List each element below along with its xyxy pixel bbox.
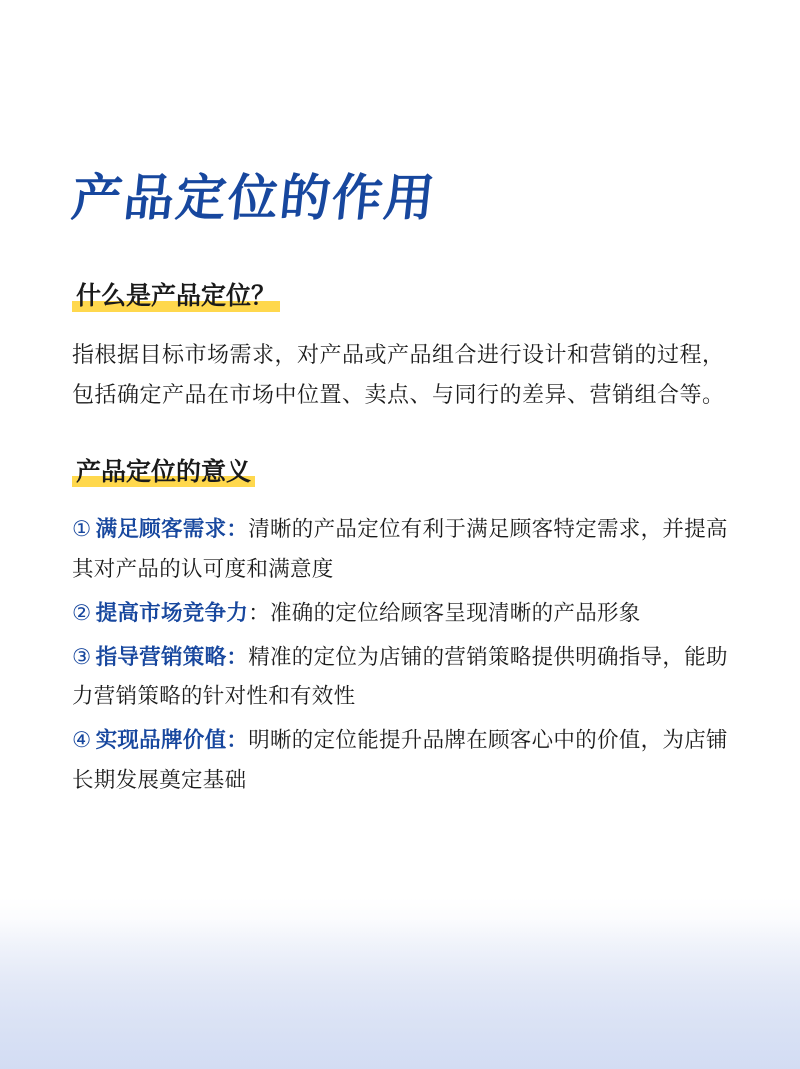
section-significance	[72, 456, 742, 801]
list-item-text: 精准的定位为店铺的营销策略提供明确指导，能助力营销策略的针对性和有效性	[72, 644, 728, 709]
list-item-number: ④	[72, 728, 92, 753]
significance-list	[72, 510, 742, 800]
list-item-key: 满足顾客需求：	[95, 517, 249, 542]
section-body-what-is: 指根据目标市场需求，对产品或产品组合进行设计和营销的过程，包括确定产品在市场中位置、卖点、与同行的差异、营销组合等。	[72, 341, 725, 408]
list-item	[72, 510, 742, 590]
list-item	[72, 638, 742, 718]
list-item-text: 明晰的定位能提升品牌在顾客心中的价值，为店铺长期发展奠定基础	[72, 728, 728, 792]
section-what-is	[72, 280, 742, 416]
bottom-gradient	[0, 919, 800, 1069]
section-heading-significance: 产品定位的意义	[72, 456, 255, 489]
list-item-key: 实现品牌价值：	[95, 728, 249, 753]
list-item	[72, 594, 742, 634]
list-item-number: ①	[72, 517, 92, 542]
section-heading-what-is: 什么是产品定位？	[72, 280, 280, 313]
list-item-key: 指导营销策略：	[95, 644, 249, 669]
list-item-key: 提高市场竞争力	[95, 600, 249, 625]
page-title: 产品定位的作用	[68, 169, 440, 227]
list-item-text: ：准确的定位给顾客呈现清晰的产品形象	[248, 600, 641, 625]
list-item-text: 清晰的产品定位有利于满足顾客特定需求，并提高其对产品的认可度和满意度	[72, 517, 728, 582]
document-content	[68, 168, 742, 805]
list-item-number: ②	[72, 600, 92, 625]
list-item-number: ③	[72, 644, 92, 669]
list-item	[72, 721, 742, 801]
